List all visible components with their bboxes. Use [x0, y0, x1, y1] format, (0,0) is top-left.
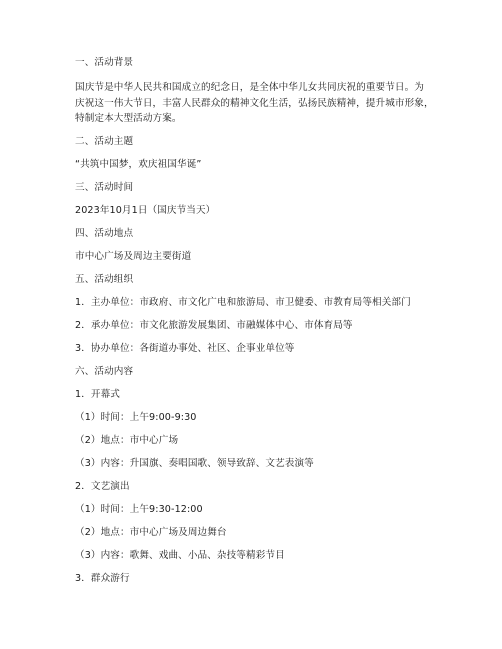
paragraph-line: 庆祝这一伟大节日，丰富人民群众的精神文化生活，弘扬民族精神，提升城市形象，	[75, 97, 434, 109]
location-text: 市中心广场及周边主要街道	[75, 251, 192, 262]
background-paragraph	[75, 80, 435, 127]
section-heading-background: 一、活动背景	[75, 57, 134, 68]
content-item-detail: （2）地点：市中心广场	[75, 435, 179, 446]
paragraph-line: 特制定本大型活动方案。	[75, 113, 182, 124]
section-heading-content: 六、活动内容	[75, 366, 134, 377]
section-heading-organization: 五、活动组织	[75, 274, 134, 285]
theme-text: “共筑中国梦，欢庆祖国华诞”	[75, 159, 202, 170]
content-item-title: 1．开幕式	[75, 389, 120, 400]
content-item-detail: （1）时间：上午9:00-9:30	[75, 412, 197, 423]
content-item-detail: （2）地点：市中心广场及周边舞台	[75, 527, 227, 538]
organization-item: 3．协办单位：各街道办事处、社区、企事业单位等	[75, 343, 295, 354]
content-item-detail: （3）内容：歌舞、戏曲、小品、杂技等精彩节目	[75, 550, 285, 561]
content-item-title: 2．文艺演出	[75, 481, 130, 492]
content-item-title: 3．群众游行	[75, 573, 130, 584]
paragraph-line: 国庆节是中华人民共和国成立的纪念日，是全体中华儿女共同庆祝的重要节日。为	[75, 82, 424, 93]
organization-item: 2．承办单位：市文化旅游发展集团、市融媒体中心、市体育局等	[75, 320, 353, 331]
content-item-detail: （3）内容：升国旗、奏唱国歌、领导致辞、文艺表演等	[75, 458, 314, 469]
section-heading-location: 四、活动地点	[75, 228, 134, 239]
content-item-detail: （1）时间：上午9:30-12:00	[75, 504, 203, 515]
time-text: 2023年10月1日（国庆节当天）	[75, 205, 216, 216]
section-heading-theme: 二、活动主题	[75, 136, 134, 147]
organization-item: 1．主办单位：市政府、市文化广电和旅游局、市卫健委、市教育局等相关部门	[75, 297, 411, 308]
section-heading-time: 三、活动时间	[75, 182, 134, 193]
